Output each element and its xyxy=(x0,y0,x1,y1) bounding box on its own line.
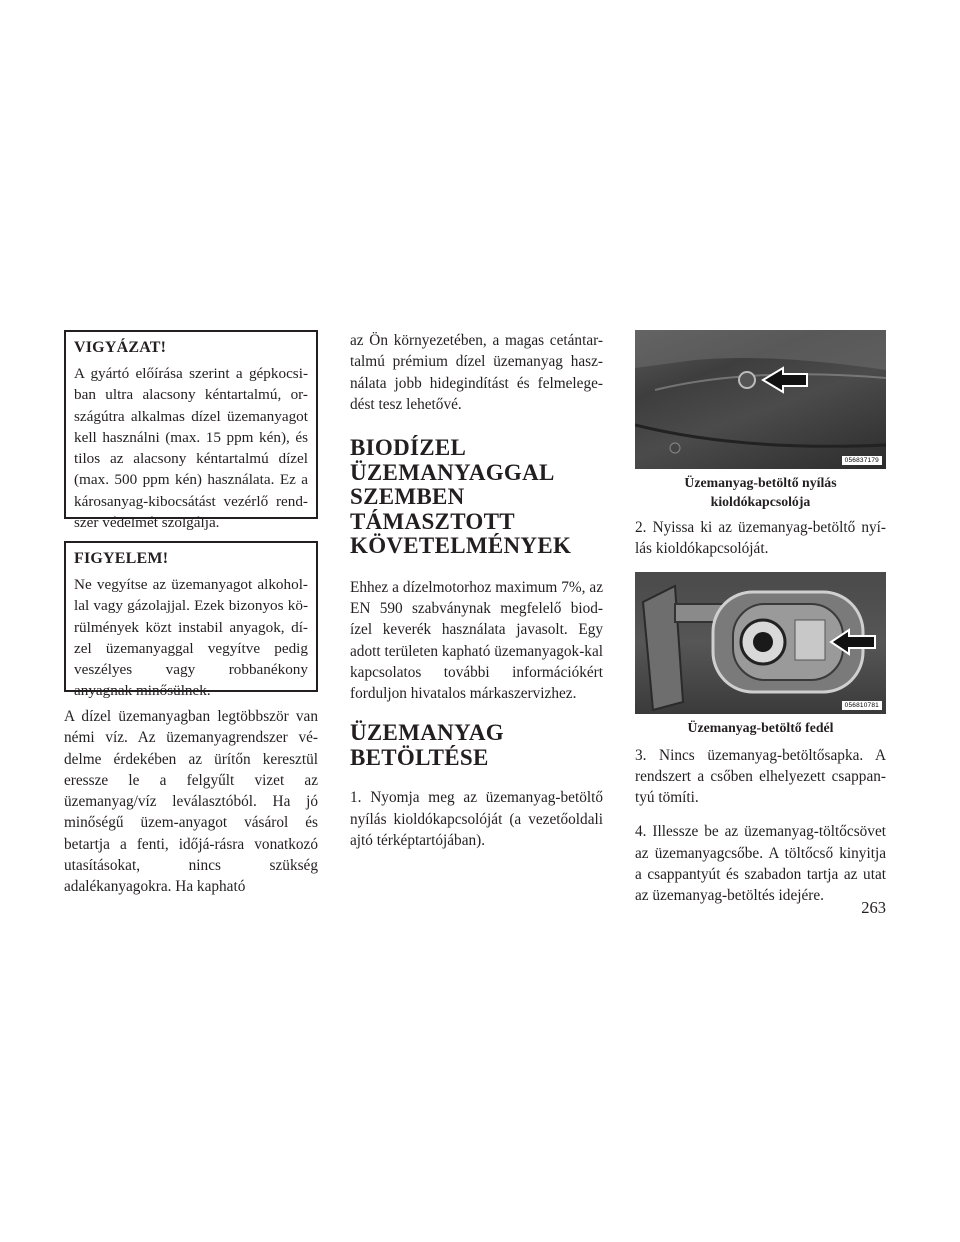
figure-caption: Üzemanyag-betöltő fedél xyxy=(687,719,834,735)
figure-code: 056837179 xyxy=(842,456,882,465)
notice-text: Ne vegyítse az üzemanyagot alkohol-lal vagy gázolajjal. Ezek bizonyos kö-rülmények közt instabil anyagok, dí-zel üzemanyaggal vegyítve pedig veszélyes vagy robbanékony anyagnak minősülnek. xyxy=(74,576,308,700)
release-button xyxy=(739,372,755,388)
fuel-filler-door-illustration xyxy=(635,572,886,714)
step-4: 4. Illessze be az üzemanyag-töltőcsövet az üzemanyagcsőbe. A töltőcső kinyitja a csappantyút és szabadon tartja az utat az üzemanyag-betöltés idejére. xyxy=(635,823,886,905)
step-2: 2. Nyissa ki az üzemanyag-betöltő nyí-lás kioldókapcsolóját. xyxy=(635,519,886,558)
fuel-door-release-image xyxy=(635,330,886,469)
water-paragraph: A dízel üzemanyagban legtöbbször van némi víz. Az üzemanyagrendszer vé-delme érdekében az ürítőn keresztül eressze le a felgyűlt vizet az üzemanyag/víz leválasztóból. Ha jó minőségű üzem-anyagot vásárol és betartja a fenti, időjá-rásra vonatkozó utasításokat, nincs szükség adalékanyagokra. Ha kapható xyxy=(64,708,318,896)
warning-text: A gyártó előírása szerint a gépkocsi-ban ultra alacsony kéntartalmú, or-szágútra alkalmas dízel üzemanyagot kell használni (max. 15 ppm kén), és tilos az alacsony kéntartalmú dízel (max. 500 ppm kén) használata. Ez a károsanyag-kibocsátást vezérlő rend-szer védelmét szolgálja. xyxy=(74,365,308,532)
fuel-filler-door-image xyxy=(635,572,886,714)
cetane-paragraph: az Ön környezetében, a magas cetántar-talmú prémium dízel üzemanyag hasz-nálata jobb hidegindítást és felmelege-dést tesz lehetővé. xyxy=(350,332,603,413)
refuel-heading-line: BETÖLTÉSE xyxy=(350,744,489,770)
step-1: 1. Nyomja meg az üzemanyag-betöltő nyílás kioldókapcsolóját (a vezetőoldali ajtó térképtartójában). xyxy=(350,789,603,850)
biodiesel-heading xyxy=(350,436,603,559)
arrow-icon xyxy=(763,368,807,392)
column-right xyxy=(635,330,886,907)
notice-title: FIGYELEM! xyxy=(74,550,169,567)
column-left xyxy=(64,330,318,898)
column-middle xyxy=(350,330,603,851)
refuel-heading-line: ÜZEMANYAG xyxy=(350,720,504,746)
warning-title: VIGYÁZAT! xyxy=(74,339,167,356)
fuel-door-release-illustration xyxy=(635,330,886,469)
step-3: 3. Nincs üzemanyag-betöltősapka. A rendszert a csőben elhelyezett csappan-tyú tömíti. xyxy=(635,746,886,807)
biodiesel-heading-line: KÖVETELMÉNYEK xyxy=(350,533,572,559)
warning-box xyxy=(64,330,318,532)
page-number: 263 xyxy=(861,898,886,917)
biodiesel-heading-line: BIODÍZEL xyxy=(350,435,467,461)
biodiesel-paragraph: Ehhez a dízelmotorhoz maximum 7%, az EN 590 szabványnak megfelelő biod-ízel keverék használata javasolt. Egy adott területen kapható üzemanyagok-kal kapcsolatos további információkért forduljon hivatalos márkaszervizhez. xyxy=(350,578,603,703)
figure-caption: Üzemanyag-betöltő nyílás kioldókapcsolója xyxy=(684,475,837,509)
biodiesel-heading-line: SZEMBEN xyxy=(350,484,465,510)
figure-code: 056810781 xyxy=(842,701,882,710)
refuel-heading xyxy=(350,721,603,770)
biodiesel-heading-line: TÁMASZTOTT xyxy=(350,508,515,534)
notice-box xyxy=(64,541,318,700)
biodiesel-heading-line: ÜZEMANYAGGAL xyxy=(350,459,555,485)
